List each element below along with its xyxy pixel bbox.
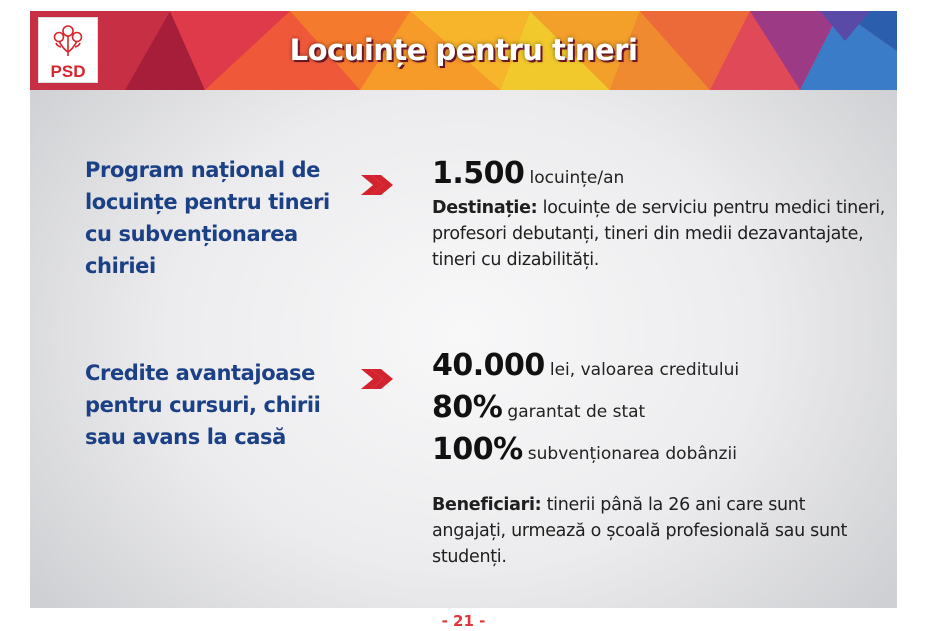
section1-heading-line: locuințe pentru tineri (85, 190, 330, 214)
section2-stat (432, 390, 892, 432)
section1-heading-line: Program național de (85, 158, 321, 182)
section1-stat (432, 156, 892, 191)
stat-number: 80% (432, 390, 503, 425)
section2-stat (432, 348, 892, 390)
section2-heading-line: pentru cursuri, chirii (85, 393, 321, 417)
section2-heading-line: sau avans la casă (85, 425, 286, 449)
page-title: Locuințe pentru tineri (289, 33, 638, 67)
stat-text: subvenționarea dobânzii (527, 444, 737, 464)
section1-description (432, 195, 892, 273)
logo-text: PSD (50, 62, 86, 81)
stat-number: 100% (432, 432, 523, 467)
section1-heading-line: cu subvenționarea (85, 222, 298, 246)
arrow-right-icon (357, 169, 395, 201)
description-label: Destinație: (432, 198, 538, 218)
page-number: - 21 - (441, 612, 486, 630)
description-text: locuințe de serviciu pentru medici tineri, profesori debutanți, tineri din medii dezavantajate, tineri cu dizabilități. (432, 198, 886, 270)
section2-heading-line: Credite avantajoase (85, 361, 315, 385)
section2-details (432, 348, 892, 570)
section2-heading (85, 357, 385, 453)
section2-stat (432, 432, 892, 474)
description-label: Beneficiari: (432, 495, 542, 515)
arrow-right-icon (357, 363, 395, 395)
stat-number: 1.500 (432, 156, 525, 191)
section1-heading (85, 154, 385, 282)
stat-text: locuințe/an (529, 168, 625, 188)
section1-heading-line: chiriei (85, 254, 156, 278)
stat-text: lei, valoarea creditului (549, 360, 740, 380)
section2-description (432, 492, 877, 570)
section1-details (432, 156, 892, 273)
stat-text: garantat de stat (507, 402, 646, 422)
stat-number: 40.000 (432, 348, 545, 383)
description-text: tinerii până la 26 ani care sunt angajați, urmează o școală profesională sau sunt studenți. (432, 495, 848, 567)
